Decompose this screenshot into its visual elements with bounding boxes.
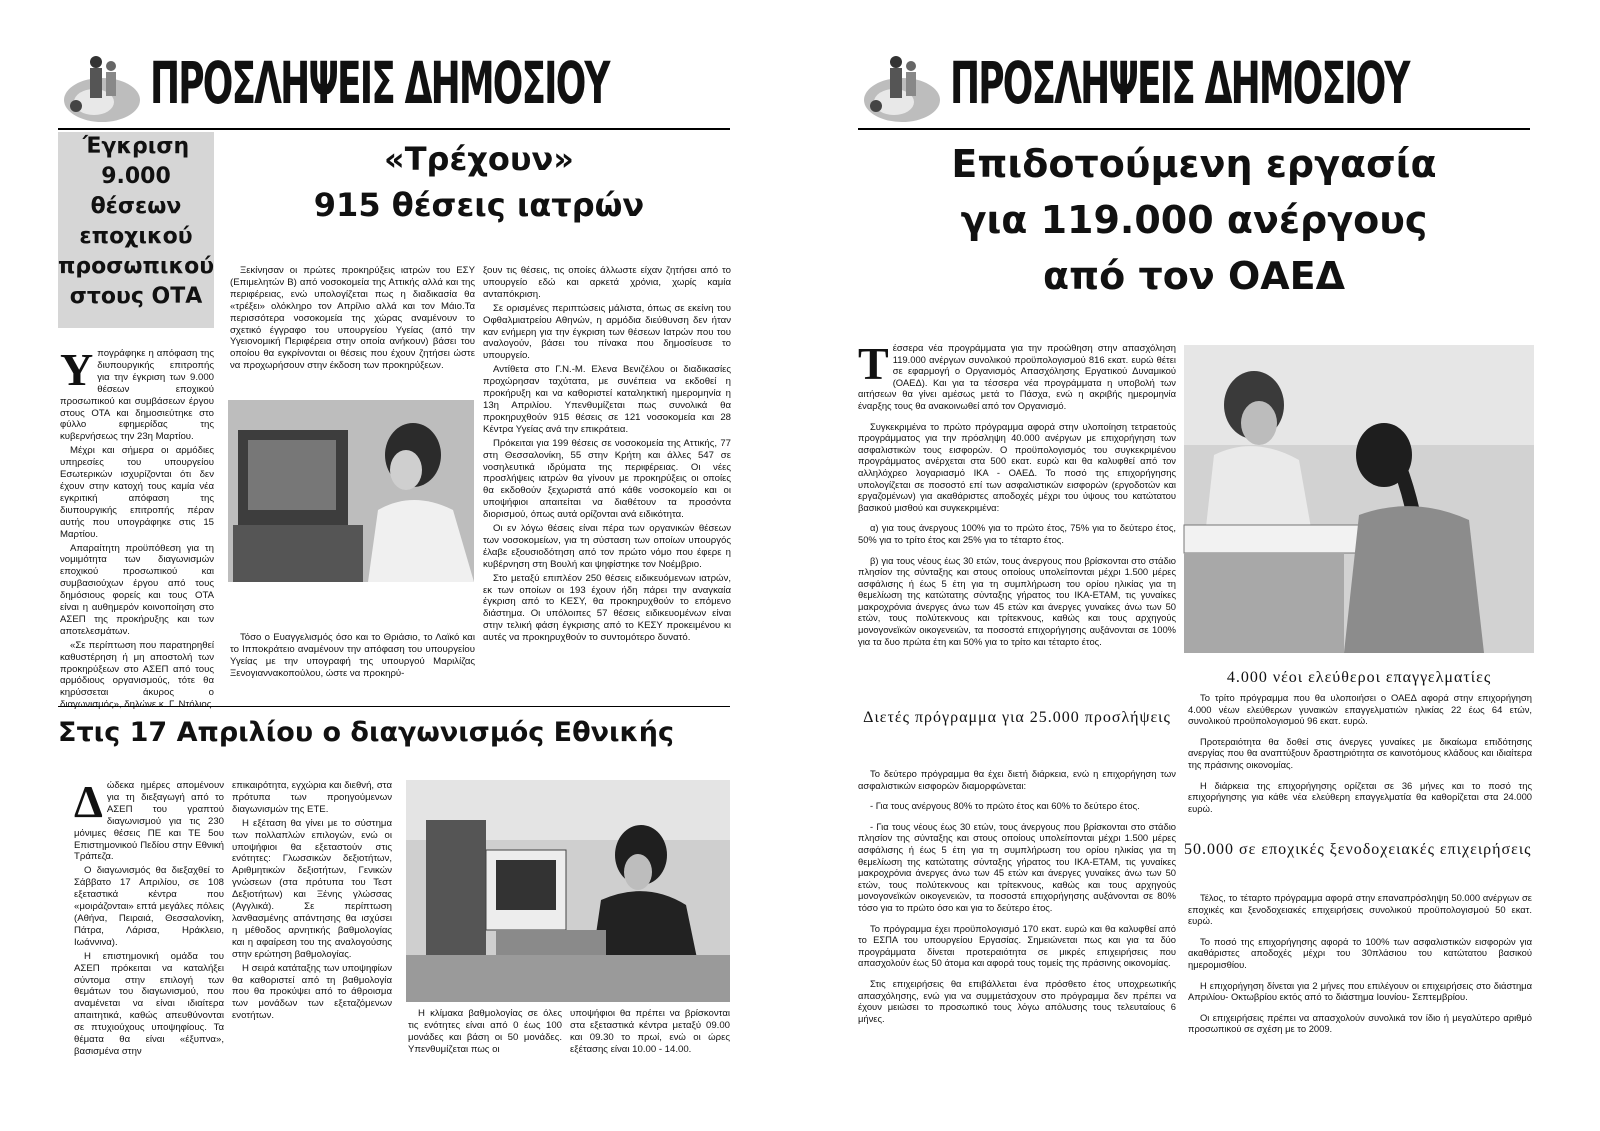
subhead-hotels: 50.000 σε εποχικές ξενοδοχειακές επιχειρήσεις xyxy=(1184,841,1532,858)
second-article-col3: Η κλίμακα βαθμολογίας σε όλες τις ενότητες είναι από 0 έως 100 μονάδες και βάση οι 50 μονάδες. Υπενθυμίζεται πως οι xyxy=(408,1008,562,1055)
right-article-col3: Το τρίτο πρόγραμμα που θα υλοποιήσει ο ΟΑΕΔ αφορά στην επιχορήγηση 4.000 νέων ελεύθερων γυναικών επαγγελματιών ηλικίας 22 έως 64 ετών, συνολικού προϋπολογισμού 96 εκατ. ευρώ. Προτεραιότητα θα δοθεί στις άνεργες γυναίκες με δικαίωμα επιδότησης ανεργίας που θα αναπτύξουν δραστηριότητα σε καινοτόμους κλάδους και ιδιαίτερα της πράσινης οικονομίας. Η διάρκεια της επιχορήγησης ορίζεται σε 36 μήνες και το ποσό της επιχορήγησης για κάθε νέα ελεύθερη επαγγελματία θα καθορίζεται στα 24.000 ευρώ. xyxy=(1188,692,1532,814)
second-article-col1: Δ ώδεκα ημέρες απομένουν για τη διεξαγωγή από το ΑΣΕΠ του γραπτού διαγωνισμού για τις 230 μόνιμες θέσεις ΠΕ και ΤΕ 5ου Επιστημονικού Πεδίου στην Εθνική Τράπεζα. Ο διαγωνισμός θα διεξαχθεί το Σάββατο 17 Απριλίου, σε 108 εξεταστικά κέντρα που «μοιράζονται» επτά μεγάλες πόλεις (Αθήνα, Πειραιά, Θεσσαλονίκη, Πάτρα, Λάρισα, Ηράκλειο, Ιωάννινα). Η επιστημονική ομάδα του ΑΣΕΠ πρόκειται να καταλήξει σύντομα στην επιλογή των θεμάτων του διαγωνισμού, που αναμένεται να είναι ιδιαίτερα απαιτητικά, καθώς απευθύνονται σε πτυχιούχους υποψηφίους. Τα θέματα θα είναι «έξυπνα», βασισμένα στην xyxy=(74,776,224,1057)
second-headline: Στις 17 Απριλίου ο διαγωνισμός Εθνικής xyxy=(58,717,674,748)
doctor-photo xyxy=(228,400,474,582)
second-article-col4: υποψήφιοι θα πρέπει να βρίσκονται στα εξεταστικά κέντρα μεταξύ 09.00 και 09.30 το πρωί, ενώ οι ώρες εξέτασης είναι 10.00 - 14.00. xyxy=(570,1008,730,1055)
masthead-right xyxy=(858,40,1538,132)
oaed-office-photo xyxy=(1184,345,1534,653)
masthead-title: ΠΡΟΣΛΗΨΕΙΣ ΔΗΜΟΣΙΟΥ xyxy=(950,49,1409,117)
office-photo xyxy=(406,780,730,1002)
subhead-two-year-program: Διετές πρόγραμμα για 25.000 προσλήψεις xyxy=(863,709,1171,726)
people-logo-icon xyxy=(62,50,142,125)
left-page xyxy=(58,40,742,1110)
main-article-col1: Ξεκίνησαν οι πρώτες προκηρύξεις ιατρών του ΕΣΥ (Επιμελητών Β) από νοσοκομεία της Αττικής αλλά και της περιφέρειας, ενώ υπολογίζεται πως η διαδικασία θα «τρέξει» ολόκληρο τον Απρίλιο αλλά και τον Μάιο.Τα περισσότερα νοσοκομεία της χώρας αναμένουν το σχετικό έγγραφο του υπουργείου Υγείας (από την Υγειονομική Περιφέρεια στην οποία ανήκουν) βάσει του οποίου θα εγκρίνονται οι θέσεις που έχουν ζητήσει ώστε να προχωρήσουν στην έκδοση των προκηρύξεων. xyxy=(230,265,475,372)
main-article-col2: ξουν τις θέσεις, τις οποίες άλλωστε είχαν ζητήσει από το υπουργείο εδώ και αρκετά χρόνια, χωρίς καμία ανταπόκριση. Σε ορισμένες περιπτώσεις μάλιστα, όπως σε εκείνη του Οφθαλμιατρείου Αθηνών, η αρμόδια διεύθυνση δεν ήταν καν ενήμερη για την έγκριση των θέσεων Ιατρών που του αναλογούν, βάσει του πίνακα που δημοσίευσε το υπουργείο. Αντίθετα στο Γ.Ν.-Μ. Ελενα Βενιζέλου οι διαδικασίες προχώρησαν ταχύτατα, με συνέπεια να εκδοθεί η προκήρυξη και να καθοριστεί καταληκτική ημερομηνία η 13η Απριλίου. Υπενθυμίζεται πως συνολικά θα προκηρυχθούν 915 θέσεις σε 121 νοσοκομεία και 28 Κέντρα Υγείας ανά την επικράτεια. Πρόκειται για 199 θέσεις σε νοσοκομεία της Αττικής, 77 στη Θεσσαλονίκη, 55 στην Κρήτη και άλλες 547 σε νοσηλευτικά ιδρύματα της περιφέρειας. Οι νέες προσλήψεις ιατρών θα γίνουν με προκηρύξεις οι οποίες θα εκδοθούν ξεχωριστά από κάθε νοσοκομείο και οι υποψήφιοι απαιτείται να διαθέτουν τα προσόντα διορισμού, όπως αυτά ορίζονται ανά ειδικότητα. Οι εν λόγω θέσεις είναι πέρα των οργανικών θέσεων των νοσοκομείων, για τη σύσταση των οποίων υπουργός έλαβε εξουσιοδότηση από τον πρώτο νόμο που έφερε η κυβέρνηση στη Βουλή και ψηφίστηκε τον Νοέμβριο. Στο μεταξύ επιπλέον 250 θέσεις ειδικευόμενων ιατρών, εκ των οποίων οι 193 έχουν ήδη πάρει την αναγκαία έγκριση από το ΚΕΣΥ, θα προκηρυχθούν το επόμενο διάστημα. Οι υπόλοιπες 57 θέσεις ειδικευομένων είναι στην τελική φάση έγκρισης από το ΚΕΣΥ προκειμένου κι αυτές να προκηρυχθούν το συντομότερο δυνατό. xyxy=(483,265,731,644)
sidebar-dropcap: Υ xyxy=(60,344,94,395)
second-dropcap: Δ xyxy=(74,776,103,827)
right-page xyxy=(858,40,1538,1110)
masthead-rule xyxy=(858,128,1530,130)
sidebar-article: Υ πογράφηκε η απόφαση της διυπουργικής επιτροπής για την έγκριση των 9.000 θέσεων εποχικού προσωπικού και συμβάσεων έργου στους ΟΤΑ και δημοσιεύτηκε στο φύλλο εφημερίδας της κυβερνήσεως την 23η Μαρτίου. Μέχρι και σήμερα οι αρμόδιες υπηρεσίες του υπουργείου Εσωτερικών ισχυρίζονται ότι δεν έχουν στην κατοχή τους καμία νέα εγκριτική απόφαση της διυπουργικής επιτροπής πέραν αυτής που υπογράφηκε στις 15 Μαρτίου. Απαραίτητη προϋπόθεση για τη νομιμότητα των διαγωνισμών εποχικού προσωπικού και συμβασιούχων έργου από τους δημόσιους φορείς και τους ΟΤΑ είναι η αυθημερόν κοινοποίηση στο ΑΣΕΠ της προκήρυξης και των αποτελεσμάτων. «Σε περίπτωση που παρατηρηθεί καθυστέρηση ή μη αποστολή των προκηρύξεων στο ΑΣΕΠ από τους αρμόδιους οργανισμούς, τότε θα κηρύσσεται άκυρος ο διαγωνισμός», δηλώνε κ. Γ. Ντόλιος. xyxy=(60,344,214,711)
main-headline: «Τρέχουν» 915 θέσεις ιατρών xyxy=(313,140,645,224)
right-article-col2: Το δεύτερο πρόγραμμα θα έχει διετή διάρκεια, ενώ η επιχορήγηση των ασφαλιστικών εισφορών διαμορφώνεται: - Για τους ανέργους 80% το πρώτο έτος και 60% το δεύτερο έτος. - Για τους νέους έως 30 ετών, τους άνεργους που βρίσκονται στο στάδιο πλησίον της σύνταξης και στους οποίους υπολείπονται μέχρι 1.500 μέρες ασφάλισης ή έως 5 έτη για τη συμπλήρωση του ορίου ηλικίας για τη θεμελίωση της κατώτατης σύνταξης γήρατος του ΙΚΑ-ΕΤΑΜ, τις γυναίκες μακροχρόνια άνεργες άνω των 45 ετών και άνεργες γυναίκες άνω των 50 ετών, τους πολύτεκνους και τρίτεκνους, καθώς και τους αρχηγούς μονογονεϊκών οικογενειών, τα ποσοστά επιχορήγησης αυξάνονται σε 80% τόσο για το πρώτο όσο και για το δεύτερο έτος. Το πρόγραμμα έχει προϋπολογισμό 170 εκατ. ευρώ και θα καλυφθεί από το ΕΣΠΑ του υπουργείου Εργασίας. Σημειώνεται πως και για τα δύο προγράμματα δίνεται προτεραιότητα σε μικρές επιχειρήσεις που απασχολούν έως 50 άτομα και αφορά τους τομείς της πράσινης οικονομίας. Στις επιχειρήσεις θα επιβάλλεται ένα πρόσθετο έτος υποχρεωτικής απασχόλησης, ενώ για να συμμετάσχουν στο πρόγραμμα δεν πρέπει να έχουν μειώσει το προσωπικό τους λόγω απόλυσης τους τελευταίους 6 μήνες. xyxy=(858,768,1176,1024)
second-article-col2: επικαιρότητα, εγχώρια και διεθνή, στα πρότυπα των προηγούμενων διαγωνισμών της ΕΤΕ. Η εξέταση θα γίνει με το σύστημα των πολλαπλών επιλογών, ενώ οι υποψήφιοι θα εξεταστούν στις ενότητες: Γλωσσικών δεξιοτήτων, Αριθμητικών δεξιοτήτων, Γενικών γνώσεων (στα πρότυπα του Τεστ Δεξιοτήτων) και Ξένης γλώσσας (Αγγλικά). Σε περίπτωση λανθασμένης απάντησης θα ισχύσει η μέθοδος αρνητικής βαθμολογίας και η αφαίρεση του της αναλογούσης στην ερώτηση βαθμολογίας. Η σειρά κατάταξης των υποψηφίων θα καθοριστεί από τη βαθμολογία που θα προκύψει από το άθροισμα των μονάδων των εξεταζόμενων ενοτήτων. xyxy=(232,780,392,1022)
masthead-title: ΠΡΟΣΛΗΨΕΙΣ ΔΗΜΟΣΙΟΥ xyxy=(150,49,609,117)
main-article-col1-bottom: Τόσο ο Ευαγγελισμός όσο και το Θριάσιο, το Λαϊκό και το Ιπποκράτειο αναμένουν την απόφαση του υπουργείου Υγείας με την υπογραφή της υπουργού Μαριλίζας Ξενογιαννακοπούλου, ώστε να προκηρύ- xyxy=(230,632,475,679)
subhead-freelancers: 4.000 νέοι ελεύθεροι επαγγελματίες xyxy=(1226,669,1492,686)
sidebar-headline: Έγκριση 9.000 θέσεων εποχικού προσωπικού στους ΟΤΑ xyxy=(58,134,215,309)
masthead-rule xyxy=(58,128,730,130)
masthead-left xyxy=(58,40,742,132)
right-article-col4: Τέλος, το τέταρτο πρόγραμμα αφορά στην επαναπρόσληψη 50.000 ανέργων σε εποχικές και ξενοδοχειακές επιχειρήσεις συνολικού προϋπολογισμού 50 εκατ. ευρώ. Το ποσό της επιχορήγησης αφορά το 100% των ασφαλιστικών εισφορών για ακαθάριστες αποδοχές μέχρι του 30πλάσιου του κατώτατου βασικού ημερομισθίου. Η επιχορήγηση δίνεται για 2 μήνες που επιλέγουν οι επιχειρήσεις στο διάστημα Απριλίου- Οκτωβρίου εκτός από το διάστημα Ιουνίου- Σεπτεμβρίου. Οι επιχειρήσεις πρέπει να απασχολούν συνολικά τον ίδιο ή μεγαλύτερο αριθμό προσωπικού σε σχέση με το 2009. xyxy=(1188,892,1532,1035)
right-dropcap: Τ xyxy=(858,338,889,389)
people-logo-icon xyxy=(862,50,942,125)
section-divider xyxy=(58,706,730,707)
right-headline: Επιδοτούμενη εργασία για 119.000 ανέργους από τον ΟΑΕΔ xyxy=(951,142,1437,298)
right-article-col1: Τ έσσερα νέα προγράμματα για την προώθηση στην απασχόληση 119.000 ανέργων συνολικού προϋπολογισμού 816 εκατ. ευρώ θέτει σε εφαρμογή ο Οργανισμός Απασχόλησης Εργατικού Δυναμικού (ΟΑΕΔ). Και για τα τέσσερα νέα προγράμματα η υποβολή των αιτήσεων θα γίνει αμέσως μετά το Πάσχα, ενώ η ακριβής ημερομηνία έναρξης τους θα ανακοινωθεί από τον Οργανισμό. Συγκεκριμένα το πρώτο πρόγραμμα αφορά στην υλοποίηση τετραετούς προγράμματος για την πρόσληψη 40.000 ανέργων με επιχορήγηση των ασφαλιστικών τους εισφορών. Ο προϋπολογισμός του συγκεκριμένου προγράμματος ανέρχεται στα 500 εκατ. ευρώ και θα καλυφθεί από τον αλληλόχρεο λογαριασμό ΙΚΑ - ΟΑΕΔ. Το ποσό της επιχορήγησης υπολογίζεται σε ποσοστό επί των ασφαλιστικών εισφορών (εργοδοτών και εργαζομένων) για ακαθάριστες αποδοχές μέχρι του ύψους του κατώτατου βασικού μισθού και συγκεκριμένα: α) για τους άνεργους 100% για το πρώτο έτος, 75% για το δεύτερο έτος, 50% για το τρίτο έτος και 25% για το τέταρτο έτος. β) για τους νέους έως 30 ετών, τους άνεργους που βρίσκονται στο στάδιο πλησίον της σύνταξης και στους οποίους υπολείπονται μέχρι 1.500 μέρες ασφάλισης ή έως 5 έτη για τη συμπλήρωση του ορίου ηλικίας για τη θεμελίωση της κατώτατης σύνταξης γήρατος του ΙΚΑ-ΕΤΑΜ, τις γυναίκες μακροχρόνια άνεργες άνω των 45 ετών και άνεργες γυναίκες άνω των 50 ετών, τους πολύτεκνους και τρίτεκνους, καθώς και τους αρχηγούς μονογονεϊκών οικογενειών, τα ποσοστά επιχορήγησης αυξάνονται σε 100% για τα δυο πρώτα έτη και 50% για το τρίτο και τέταρτο έτος. xyxy=(858,338,1176,647)
